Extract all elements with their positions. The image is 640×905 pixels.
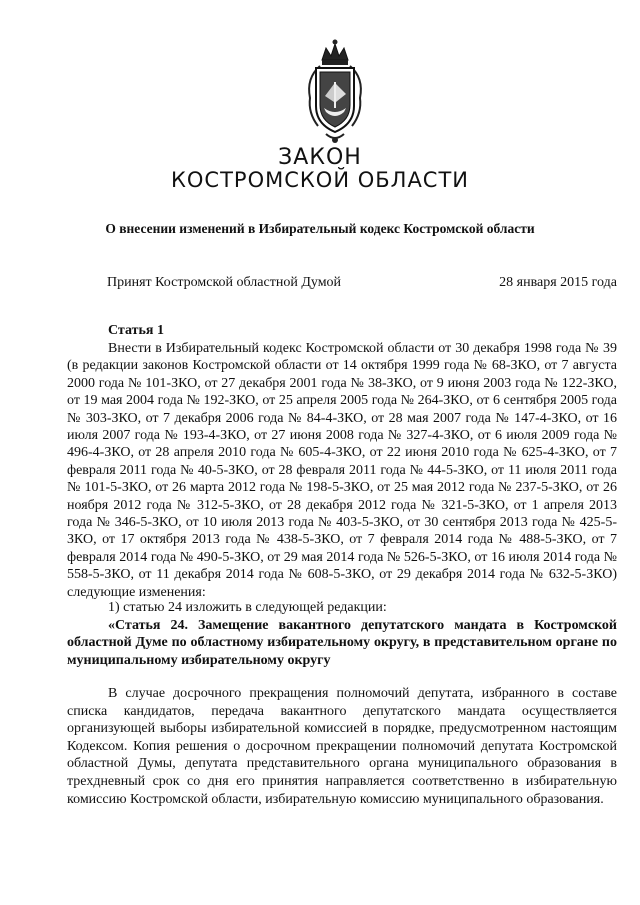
document-title: ЗАКОН xyxy=(278,145,362,170)
document-region: КОСТРОМСКОЙ ОБЛАСТИ xyxy=(170,168,470,192)
adoption-date: 28 января 2015 года xyxy=(499,275,617,290)
adoption-text: Принят Костромской областной Думой xyxy=(107,275,342,290)
quoted-article-body: В случае досрочного прекращения полномочий депутата, избранного в составе списка кандидатов, передача вакантного депутатского мандата осуществляется организующей выборы избирательной комиссией в порядке, предусмотренном настоящим Кодексом. Копия решения о досрочном прекращении полномочий депутата Костромской областной Думы, депутата представительного органа муниципального образования в трехдневный срок со дня его принятия направляется соответственно в избирательную комиссию Костромской области, избирательную комиссию муниципального образования. xyxy=(67,686,617,807)
article-heading: Статья 1 xyxy=(108,323,164,338)
document-subtitle: О внесении изменений в Избирательный кодекс Костромской области xyxy=(105,221,535,236)
amendment-item: 1) статью 24 изложить в следующей редакции: xyxy=(108,600,387,615)
kostroma-coat-of-arms-icon xyxy=(300,38,370,148)
article-intro-paragraph: Внести в Избирательный кодекс Костромской области от 30 декабря 1998 года № 39 (в редакции законов Костромской области от 14 октября 1999 года № 68-ЗКО, от 7 августа 2000 года № 101-ЗКО, от 27 декабря 2001 года № 38-ЗКО, от 9 июня 2003 года № 122-ЗКО, от 19 мая 2004 года № 192-ЗКО, от 25 апреля 2005 года № 264-ЗКО, от 6 сентября 2005 года № 303-ЗКО, от 7 декабря 2006 года № 84-4-ЗКО, от 28 мая 2007 года № 147-4-ЗКО, от 16 июля 2007 года № 193-4-ЗКО, от 27 июня 2008 года № 327-4-ЗКО, от 6 июля 2009 года № 496-4-ЗКО, от 28 апреля 2010 года № 605-4-ЗКО, от 22 июня 2010 года № 625-4-ЗКО, от 7 февраля 2011 года № 40-5-ЗКО, от 28 февраля 2011 года № 44-5-ЗКО, от 11 июля 2011 года № 101-5-ЗКО, от 26 марта 2012 года № 198-5-ЗКО, от 25 мая 2012 года № 237-5-ЗКО, от 26 ноября 2012 года № 312-5-ЗКО, от 28 декабря 2012 года № 321-5-ЗКО, от 1 апреля 2013 года № 346-5-ЗКО, от 10 июля 2013 года № 403-5-ЗКО, от 30 сентября 2013 года № 425-5-ЗКО, от 17 октября 2013 года № 438-5-ЗКО, от 7 февраля 2014 года № 488-5-ЗКО, от 7 февраля 2014 года № 490-5-ЗКО, от 29 мая 2014 года № 526-5-ЗКО, от 16 июля 2014 года № 558-5-ЗКО, от 11 декабря 2014 года № 608-5-ЗКО, от 29 декабря 2014 года № 632-5-ЗКО) следующие изменения: xyxy=(67,341,617,600)
quoted-article-heading: «Статья 24. Замещение вакантного депутатского мандата в Костромской областной Думе по областному избирательному округу, в представительном органе по муниципальному избирательному округу xyxy=(67,618,617,668)
